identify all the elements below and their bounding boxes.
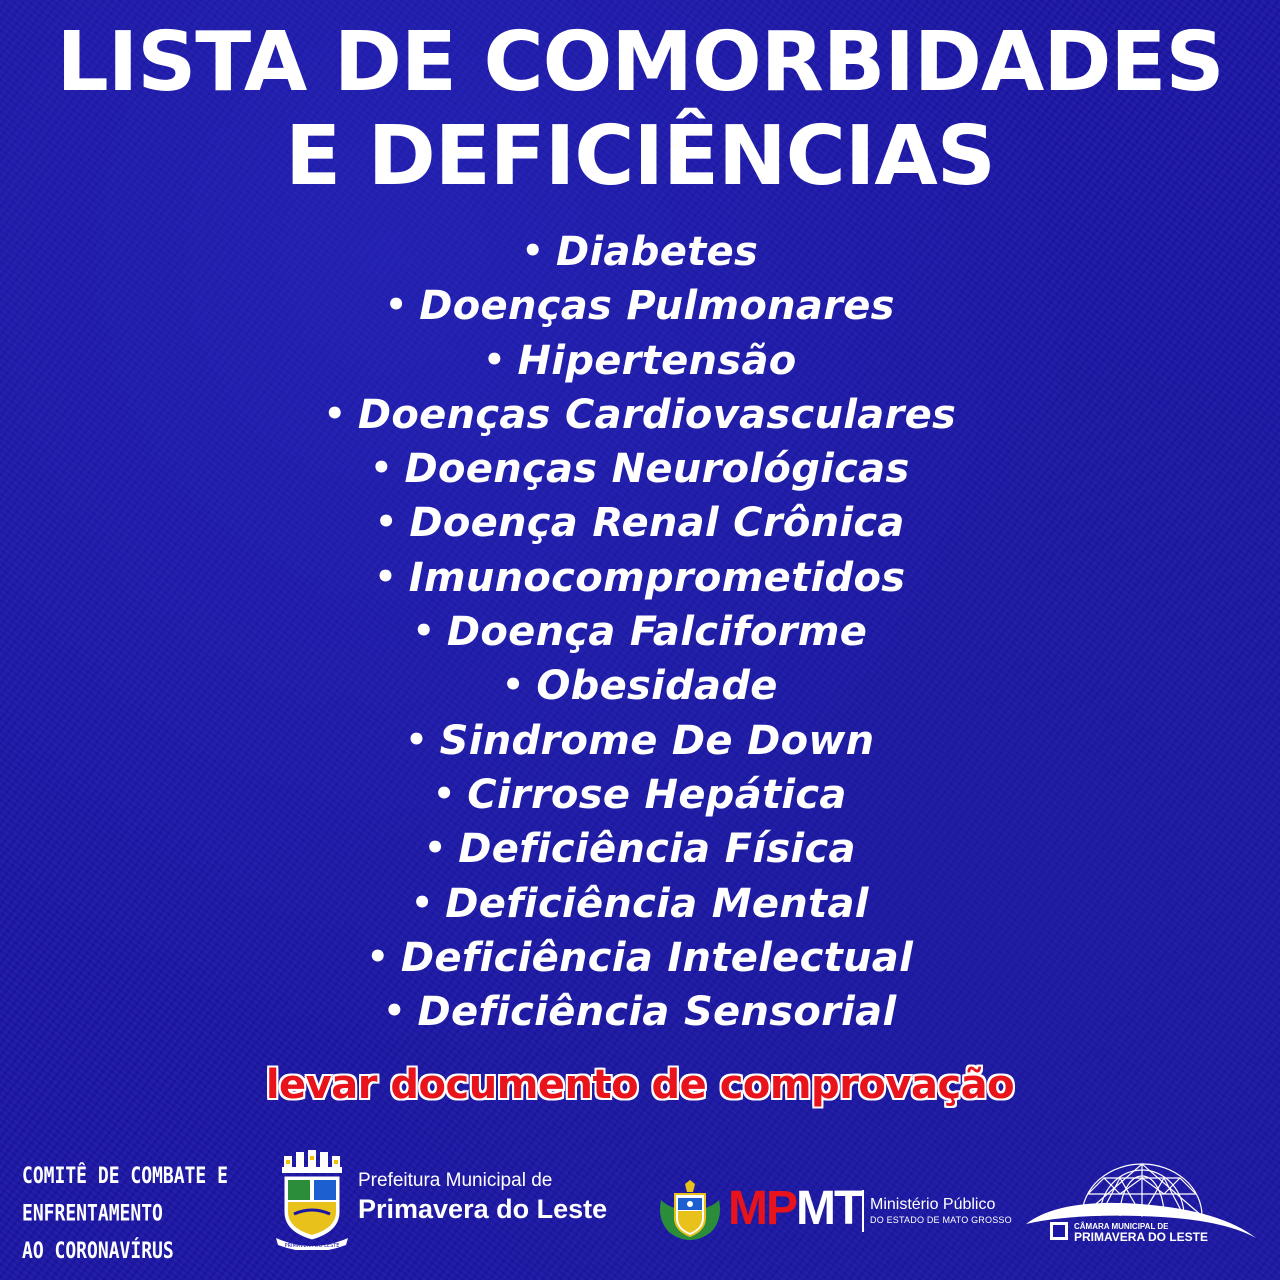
- list-item-label: Diabetes: [555, 229, 759, 275]
- list-item: [0, 821, 1280, 875]
- mpmt-divider: [862, 1190, 864, 1232]
- list-item-label: Obesidade: [536, 663, 778, 710]
- mpmt-name-line-1: Ministério Público: [870, 1196, 996, 1213]
- list-item: [0, 550, 1280, 604]
- camara-line-1: CÂMARA MUNICIPAL DE: [1074, 1222, 1169, 1231]
- list-item-label: Doença Falciforme: [446, 609, 868, 656]
- list-item: [0, 984, 1280, 1038]
- bullet-icon: •: [383, 991, 406, 1032]
- bullet-icon: •: [483, 339, 506, 380]
- bullet-icon: •: [412, 611, 435, 652]
- camara-logo: [1020, 1158, 1260, 1248]
- list-item-label: Sindrome De Down: [439, 717, 875, 764]
- list-item-label: Doença Renal Crônica: [409, 500, 905, 547]
- prefeitura-line-1: Prefeitura Municipal de: [358, 1170, 553, 1191]
- list-item-label: Hipertensão: [517, 337, 797, 384]
- mpmt-logo-mt: MT: [796, 1182, 862, 1235]
- bullet-icon: •: [502, 665, 525, 706]
- title-line-2: E DEFICIÊNCIAS: [285, 109, 995, 204]
- prefeitura-name: [358, 1170, 607, 1225]
- list-item: [0, 333, 1280, 387]
- prefeitura-line-2: Primavera do Leste: [358, 1194, 608, 1224]
- list-item: [0, 278, 1280, 332]
- list-item-label: Doenças Cardiovasculares: [357, 391, 957, 438]
- bullet-icon: •: [374, 556, 397, 597]
- list-item: [0, 658, 1280, 712]
- bullet-icon: •: [323, 393, 346, 434]
- crest-motto: PRIMAVERA DO LESTE: [284, 1243, 340, 1249]
- mpmt-logo: [728, 1183, 861, 1235]
- list-item-label: Deficiência Intelectual: [400, 934, 914, 981]
- list-item: [0, 441, 1280, 495]
- bullet-icon: •: [370, 448, 393, 489]
- list-item: [0, 224, 1280, 278]
- list-item-label: Deficiência Mental: [445, 880, 869, 927]
- document-note: levar documento de comprovação: [265, 1062, 1015, 1108]
- comorbidity-list: [0, 224, 1280, 1038]
- committee-label: [22, 1158, 252, 1271]
- list-item-label: Imunocomprometidos: [408, 554, 906, 601]
- title-line-1: LISTA DE COMORBIDADES: [56, 15, 1224, 110]
- bullet-icon: •: [424, 828, 447, 869]
- committee-line-2: ENFRENTAMENTO: [22, 1200, 163, 1227]
- mpmt-name: [870, 1196, 1012, 1225]
- mpmt-logo-mp: MP: [728, 1182, 796, 1235]
- bullet-icon: •: [411, 882, 434, 923]
- list-item-label: Deficiência Sensorial: [417, 989, 897, 1036]
- municipal-crest-icon: [272, 1150, 352, 1250]
- list-item: [0, 767, 1280, 821]
- state-crest-icon: [655, 1180, 725, 1242]
- bullet-icon: •: [385, 285, 408, 326]
- list-item-label: Deficiência Física: [458, 826, 856, 873]
- bullet-icon: •: [375, 502, 398, 543]
- camara-line-2: PRIMAVERA DO LESTE: [1074, 1230, 1209, 1244]
- list-item-label: Doenças Pulmonares: [419, 283, 895, 330]
- list-item: [0, 713, 1280, 767]
- bullet-icon: •: [433, 773, 456, 814]
- committee-line-1: COMITÊ DE COMBATE E: [22, 1163, 228, 1190]
- list-item: [0, 387, 1280, 441]
- list-item-label: Cirrose Hepática: [467, 771, 847, 818]
- bullet-icon: •: [521, 231, 544, 271]
- list-item: [0, 876, 1280, 930]
- list-item: [0, 495, 1280, 549]
- list-item: [0, 930, 1280, 984]
- committee-line-3: AO CORONAVÍRUS: [22, 1238, 174, 1265]
- bullet-icon: •: [405, 719, 428, 760]
- list-item: [0, 604, 1280, 658]
- list-item-label: Doenças Neurológicas: [404, 446, 910, 493]
- mpmt-name-line-2: DO ESTADO DE MATO GROSSO: [870, 1215, 1012, 1225]
- bullet-icon: •: [366, 936, 389, 977]
